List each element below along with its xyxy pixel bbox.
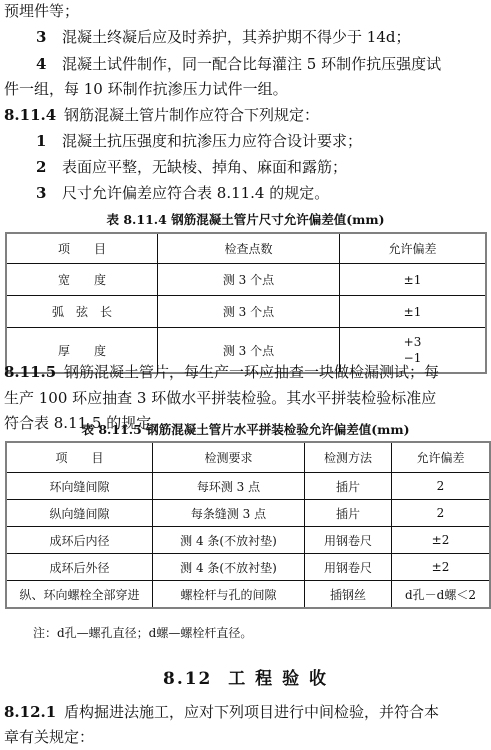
section-heading: 8.12 工 程 验 收 <box>162 669 328 689</box>
list-item: 4 混凝土试件制作，同一配合比每灌注 5 环制作抗压强度试 <box>36 55 442 73</box>
list-item: 3 混凝土终凝后应及时养护，其养护期不得少于 14d； <box>36 28 411 46</box>
table-header: 允许偏差 <box>340 233 487 264</box>
paragraph-line: 生产 100 环应抽查 3 环做水平拼装检验。其水平拼装检验标准应 <box>4 389 437 407</box>
clause-8-11-4: 8.11.4 钢筋混凝土管片制作应符合下列规定： <box>4 106 320 124</box>
table-row: 纵、环向螺栓全部穿进 螺栓杆与孔的间隙 插钢丝 d孔－d螺＜2 <box>6 581 490 609</box>
paragraph-line: 件一组，每 10 环制作抗渗压力试件一组。 <box>4 80 288 98</box>
assembly-tolerance-table-8-11-5 <box>5 441 491 609</box>
table-row: 环向缝间隙 每环测 3 点 插片 2 <box>6 473 490 500</box>
table-note: 注：d孔—螺孔直径；d螺—螺栓杆直径。 <box>33 626 253 640</box>
table-header: 检测要求 <box>153 442 305 473</box>
table-row: 成环后外径 测 4 条(不放衬垫) 用钢卷尺 ±2 <box>6 554 490 581</box>
paragraph-line: 符合表 8.11.5 的规定。 <box>4 414 167 432</box>
table-row: 纵向缝间隙 每条缝测 3 点 插片 2 <box>6 500 490 527</box>
table-header: 项 目 <box>6 442 153 473</box>
table-row: 弧 弦 长 测 3 个点 ±1 <box>6 296 486 328</box>
list-item: 1 混凝土抗压强度和抗渗压力应符合设计要求； <box>36 132 363 150</box>
table-row: 厚 度 测 3 个点 +3 −1 <box>6 328 486 374</box>
table-header: 检查点数 <box>158 233 340 264</box>
table-caption: 表 8.11.5 钢筋混凝土管片水平拼装检验允许偏差值(mm) <box>81 422 410 437</box>
list-item: 3 尺寸允许偏差应符合表 8.11.4 的规定。 <box>36 184 330 202</box>
list-item: 2 表面应平整，无缺棱、掉角、麻面和露筋； <box>36 158 348 176</box>
table-header: 检测方法 <box>305 442 392 473</box>
paragraph-line: 章有关规定： <box>4 728 95 746</box>
table-header: 项 目 <box>6 233 158 264</box>
clause-8-12-1: 8.12.1 盾构掘进法施工，应对下列项目进行中间检验，并符合本 <box>4 703 440 721</box>
paragraph-line: 预埋件等； <box>4 2 80 20</box>
tolerance-table-8-11-4 <box>5 232 487 374</box>
table-row: 成环后内径 测 4 条(不放衬垫) 用钢卷尺 ±2 <box>6 527 490 554</box>
table-header: 允许偏差 <box>392 442 491 473</box>
clause-8-11-5: 8.11.5 钢筋混凝土管片，每生产一环应抽查一块做检漏测试；每 <box>4 363 440 381</box>
table-caption: 表 8.11.4 钢筋混凝土管片尺寸允许偏差值(mm) <box>106 212 385 227</box>
table-row: 宽 度 测 3 个点 ±1 <box>6 264 486 296</box>
